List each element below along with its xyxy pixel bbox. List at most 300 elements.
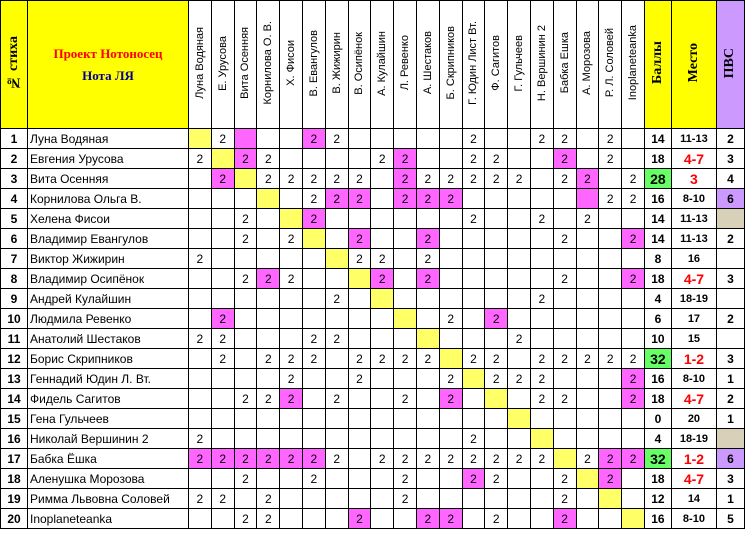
- vote-cell: [485, 429, 508, 449]
- vote-cell: [189, 349, 212, 369]
- vote-cell: [416, 489, 439, 509]
- vote-cell: 2: [189, 149, 212, 169]
- vote-cell: [348, 289, 371, 309]
- vote-cell: [576, 429, 599, 449]
- vote-cell: [371, 229, 394, 249]
- vote-cell: [280, 209, 303, 229]
- vote-cell: 2: [416, 169, 439, 189]
- vote-cell: 2: [508, 369, 531, 389]
- vote-cell: 2: [348, 509, 371, 529]
- score-cell: 28: [644, 169, 671, 189]
- vote-cell: [280, 129, 303, 149]
- author-col-header: Б. Скрипников: [439, 1, 462, 129]
- table-row: [1, 469, 745, 489]
- vote-cell: [371, 209, 394, 229]
- vote-cell: [416, 469, 439, 489]
- vote-cell: [416, 369, 439, 389]
- vote-cell: [439, 129, 462, 149]
- pvs-cell: 2: [716, 389, 744, 409]
- vote-cell: 2: [576, 449, 599, 469]
- place-value: 4-7: [683, 390, 705, 407]
- vote-cell: [553, 309, 576, 329]
- vote-cell: 2: [325, 169, 348, 189]
- score-cell: 32: [644, 449, 671, 469]
- vote-cell: [371, 469, 394, 489]
- pvs-cell: 3: [716, 469, 744, 489]
- vote-cell: [234, 329, 257, 349]
- vote-cell: [325, 489, 348, 509]
- vote-cell: 2: [234, 269, 257, 289]
- vote-cell: [439, 409, 462, 429]
- vote-cell: [576, 329, 599, 349]
- participant-name: Корнилова Ольга В.: [28, 189, 189, 209]
- vote-cell: [508, 269, 531, 289]
- author-col-header: А. Шестаков: [416, 1, 439, 129]
- place-cell: [671, 189, 716, 209]
- vote-cell: [394, 309, 417, 329]
- vote-cell: [234, 129, 257, 149]
- vote-cell: [394, 509, 417, 529]
- vote-cell: [394, 249, 417, 269]
- place-value: 1-2: [683, 450, 705, 467]
- participant-name: Владимир Евангулов: [28, 229, 189, 249]
- vote-cell: 2: [211, 449, 234, 469]
- vote-cell: [234, 189, 257, 209]
- vote-cell: [211, 229, 234, 249]
- vote-cell: 2: [530, 289, 553, 309]
- vote-cell: 2: [348, 169, 371, 189]
- vote-cell: 2: [325, 329, 348, 349]
- vote-cell: 2: [553, 469, 576, 489]
- vote-cell: [439, 209, 462, 229]
- vote-cell: [234, 249, 257, 269]
- vote-cell: [394, 129, 417, 149]
- score-cell: 14: [644, 229, 671, 249]
- vote-cell: [622, 329, 645, 349]
- vote-cell: [576, 309, 599, 329]
- vote-cell: [439, 349, 462, 369]
- vote-cell: 2: [211, 329, 234, 349]
- verse-number: 7: [1, 249, 28, 269]
- vote-cell: [576, 409, 599, 429]
- vote-cell: 2: [234, 209, 257, 229]
- place-value: 4-7: [683, 150, 705, 167]
- vote-cell: 2: [394, 389, 417, 409]
- vote-cell: [576, 489, 599, 509]
- score-cell: 6: [644, 309, 671, 329]
- vote-cell: [257, 249, 280, 269]
- place-value: 18-19: [679, 432, 708, 445]
- vote-cell: 2: [348, 349, 371, 369]
- vote-cell: [416, 429, 439, 449]
- vote-cell: 2: [553, 349, 576, 369]
- participant-name: Фидель Сагитов: [28, 389, 189, 409]
- table-row: [1, 209, 745, 229]
- pvs-cell: 3: [716, 269, 744, 289]
- vote-cell: [234, 349, 257, 369]
- vote-cell: 2: [530, 449, 553, 469]
- author-col-header: Inoplaneteanka: [622, 1, 645, 129]
- vote-cell: [576, 469, 599, 489]
- vote-cell: [394, 329, 417, 349]
- table-row: [1, 329, 745, 349]
- vote-cell: 2: [371, 269, 394, 289]
- vote-cell: [508, 189, 531, 209]
- vote-cell: 2: [462, 169, 485, 189]
- vote-cell: [280, 429, 303, 449]
- project-title-line2: Нота ЛЯ: [82, 67, 134, 83]
- author-col-header: Н. Вершинин 2: [530, 1, 553, 129]
- verse-number: 6: [1, 229, 28, 249]
- vote-cell: 2: [553, 509, 576, 529]
- place-value: 1-2: [683, 350, 705, 367]
- vote-cell: [280, 149, 303, 169]
- vote-cell: 2: [280, 229, 303, 249]
- vote-cell: 2: [280, 169, 303, 189]
- vote-cell: 2: [257, 149, 280, 169]
- vote-cell: [462, 369, 485, 389]
- place-cell: [671, 129, 716, 149]
- score-cell: 16: [644, 189, 671, 209]
- table-row: [1, 369, 745, 389]
- vote-cell: [439, 329, 462, 349]
- pvs-cell: [716, 329, 744, 349]
- place-value: 16: [687, 252, 701, 265]
- vote-cell: 2: [462, 129, 485, 149]
- vote-cell: [234, 309, 257, 329]
- vote-cell: 2: [371, 349, 394, 369]
- author-col-header: А. Морозова: [576, 1, 599, 129]
- vote-cell: [348, 409, 371, 429]
- vote-cell: [257, 329, 280, 349]
- pvs-cell: 3: [716, 349, 744, 369]
- vote-cell: [485, 129, 508, 149]
- table-row: [1, 289, 745, 309]
- vote-cell: [257, 229, 280, 249]
- author-col-header: Е. Урусова: [211, 1, 234, 129]
- vote-cell: 2: [599, 349, 622, 369]
- vote-cell: [371, 329, 394, 349]
- score-cell: 0: [644, 409, 671, 429]
- vote-cell: 2: [485, 449, 508, 469]
- vote-cell: 2: [211, 349, 234, 369]
- vote-cell: [234, 429, 257, 449]
- vote-cell: 2: [599, 149, 622, 169]
- vote-cell: [416, 209, 439, 229]
- vote-cell: [211, 189, 234, 209]
- vote-cell: 2: [553, 229, 576, 249]
- vote-cell: [599, 169, 622, 189]
- vote-cell: 2: [257, 449, 280, 469]
- vote-cell: [325, 409, 348, 429]
- vote-cell: 2: [280, 389, 303, 409]
- pvs-cell: 4: [716, 169, 744, 189]
- vote-cell: [485, 389, 508, 409]
- place-cell: [671, 209, 716, 229]
- vote-cell: 2: [394, 189, 417, 209]
- vote-cell: 2: [553, 269, 576, 289]
- vote-cell: [622, 209, 645, 229]
- pvs-cell: 6: [716, 189, 744, 209]
- table-row: [1, 129, 745, 149]
- project-title: [28, 1, 189, 129]
- vote-cell: 2: [189, 449, 212, 469]
- vote-cell: 2: [189, 329, 212, 349]
- verse-number: 11: [1, 329, 28, 349]
- vote-cell: [211, 149, 234, 169]
- vote-cell: [439, 269, 462, 289]
- vote-cell: [257, 409, 280, 429]
- vote-cell: [485, 409, 508, 429]
- vote-cell: 2: [599, 129, 622, 149]
- score-cell: 14: [644, 209, 671, 229]
- vote-cell: [553, 449, 576, 469]
- vote-cell: 2: [508, 169, 531, 189]
- vote-cell: 2: [530, 349, 553, 369]
- place-value: 11-13: [680, 232, 708, 245]
- vote-cell: [257, 369, 280, 389]
- vote-cell: [439, 229, 462, 249]
- author-col-header: Корнилова О. В.: [257, 1, 280, 129]
- vote-cell: [599, 229, 622, 249]
- author-col-header: Ф. Сагитов: [485, 1, 508, 129]
- table-row: [1, 189, 745, 209]
- vote-cell: [622, 429, 645, 449]
- vote-cell: [485, 229, 508, 249]
- participant-name: Вита Осенняя: [28, 169, 189, 189]
- vote-cell: [234, 409, 257, 429]
- vote-cell: [211, 369, 234, 389]
- vote-cell: 2: [394, 489, 417, 509]
- vote-cell: 2: [302, 449, 325, 469]
- table-row: [1, 169, 745, 189]
- vote-cell: [553, 249, 576, 269]
- vote-cell: [622, 409, 645, 429]
- vote-cell: [599, 329, 622, 349]
- vote-cell: 2: [508, 329, 531, 349]
- vote-cell: [508, 349, 531, 369]
- vote-cell: 2: [439, 449, 462, 469]
- vote-cell: 2: [371, 449, 394, 469]
- vote-cell: [257, 209, 280, 229]
- vote-cell: [325, 249, 348, 269]
- vote-cell: 2: [485, 509, 508, 529]
- vote-cell: 2: [622, 389, 645, 409]
- author-col-header: В. Осипёнок: [348, 1, 371, 129]
- author-col-header: Х. Фисои: [280, 1, 303, 129]
- vote-cell: 2: [234, 449, 257, 469]
- place-value: 15: [687, 332, 701, 345]
- vote-cell: [553, 369, 576, 389]
- vote-cell: 2: [302, 129, 325, 149]
- place-cell: [671, 249, 716, 269]
- vote-cell: [325, 429, 348, 449]
- vote-cell: [189, 169, 212, 189]
- vote-cell: [234, 289, 257, 309]
- participant-name: Аленушка Морозова: [28, 469, 189, 489]
- vote-cell: 2: [576, 169, 599, 189]
- vote-cell: [394, 369, 417, 389]
- verse-number: 19: [1, 489, 28, 509]
- vote-cell: [576, 289, 599, 309]
- vote-cell: 2: [553, 389, 576, 409]
- vote-cell: [599, 269, 622, 289]
- vote-cell: [234, 489, 257, 509]
- table-row: [1, 489, 745, 509]
- vote-cell: [576, 509, 599, 529]
- vote-cell: [508, 129, 531, 149]
- vote-cell: [462, 389, 485, 409]
- participant-name: Бабка Ёшка: [28, 449, 189, 469]
- place-value: 8-10: [682, 192, 705, 205]
- vote-cell: 2: [462, 429, 485, 449]
- vote-cell: 2: [325, 389, 348, 409]
- vote-cell: 2: [530, 129, 553, 149]
- author-col-header: Г. Юдин Лист Вт.: [462, 1, 485, 129]
- vote-cell: [234, 369, 257, 389]
- vote-cell: 2: [416, 349, 439, 369]
- vote-cell: [599, 409, 622, 429]
- participant-name: Борис Скрипников: [28, 349, 189, 369]
- score-cell: 18: [644, 149, 671, 169]
- participant-name: Inoplaneteanka: [28, 509, 189, 529]
- vote-cell: [485, 189, 508, 209]
- vote-cell: [508, 469, 531, 489]
- vote-cell: 2: [280, 269, 303, 289]
- vote-cell: [394, 269, 417, 289]
- pvs-cell: 3: [716, 149, 744, 169]
- vote-cell: [348, 469, 371, 489]
- vote-cell: 2: [234, 509, 257, 529]
- vote-cell: 2: [576, 209, 599, 229]
- vote-cell: [576, 229, 599, 249]
- vote-cell: 2: [439, 169, 462, 189]
- place-cell: [671, 489, 716, 509]
- vote-cell: [530, 229, 553, 249]
- vote-cell: [439, 489, 462, 509]
- vote-cell: [416, 309, 439, 329]
- vote-cell: 2: [280, 349, 303, 369]
- author-col-header: Бабка Ешка: [553, 1, 576, 129]
- vote-cell: [530, 149, 553, 169]
- vote-cell: [280, 309, 303, 329]
- place-value: 3: [690, 170, 698, 187]
- participant-name: Виктор Жижирин: [28, 249, 189, 269]
- place-value: 8-10: [682, 372, 705, 385]
- vote-cell: 2: [348, 229, 371, 249]
- vote-cell: [416, 329, 439, 349]
- participant-name: Владимир Осипёнок: [28, 269, 189, 289]
- vote-cell: 2: [622, 369, 645, 389]
- vote-cell: [599, 249, 622, 269]
- vote-cell: [325, 509, 348, 529]
- vote-cell: [257, 309, 280, 329]
- pvs-header: ПВС: [716, 1, 744, 129]
- vote-cell: [530, 309, 553, 329]
- vote-cell: 2: [302, 169, 325, 189]
- vote-cell: [599, 489, 622, 509]
- vote-cell: [348, 149, 371, 169]
- pvs-cell: 1: [716, 369, 744, 389]
- vote-cell: [189, 389, 212, 409]
- vote-cell: [211, 429, 234, 449]
- verse-number: 20: [1, 509, 28, 529]
- vote-cell: 2: [325, 449, 348, 469]
- vote-cell: [576, 249, 599, 269]
- vote-cell: [302, 149, 325, 169]
- vote-cell: [508, 389, 531, 409]
- vote-cell: [439, 149, 462, 169]
- vote-cell: 2: [348, 189, 371, 209]
- vote-cell: [302, 289, 325, 309]
- verse-number: 8: [1, 269, 28, 289]
- vote-cell: [211, 469, 234, 489]
- vote-cell: [325, 369, 348, 389]
- place-cell: [671, 469, 716, 489]
- score-cell: 16: [644, 509, 671, 529]
- verse-number: 1: [1, 129, 28, 149]
- vote-cell: 2: [234, 149, 257, 169]
- score-cell: 12: [644, 489, 671, 509]
- vote-cell: [302, 429, 325, 449]
- vote-cell: [280, 329, 303, 349]
- table-row: [1, 349, 745, 369]
- vote-cell: 2: [622, 349, 645, 369]
- author-col-header: Луна Водяная: [189, 1, 212, 129]
- participant-name: Анатолий Шестаков: [28, 329, 189, 349]
- place-cell: [671, 369, 716, 389]
- verse-number: 10: [1, 309, 28, 329]
- vote-cell: [371, 289, 394, 309]
- participant-name: Евгения Урусова: [28, 149, 189, 169]
- table-row: [1, 229, 745, 249]
- vote-cell: 2: [348, 249, 371, 269]
- vote-cell: [485, 269, 508, 289]
- verse-number: 3: [1, 169, 28, 189]
- vote-cell: [439, 469, 462, 489]
- vote-cell: [622, 289, 645, 309]
- vote-cell: 2: [325, 129, 348, 149]
- vote-cell: 2: [553, 489, 576, 509]
- place-value: 8-10: [682, 512, 705, 525]
- vote-cell: 2: [280, 449, 303, 469]
- vote-cell: [462, 249, 485, 269]
- vote-cell: 2: [576, 349, 599, 369]
- author-col-header: В. Жижирин: [325, 1, 348, 129]
- vote-cell: 2: [599, 189, 622, 209]
- vote-cell: [394, 209, 417, 229]
- vote-cell: [599, 209, 622, 229]
- place-cell: [671, 269, 716, 289]
- place-cell: [671, 329, 716, 349]
- vote-cell: 2: [485, 149, 508, 169]
- vote-cell: [189, 229, 212, 249]
- vote-cell: [302, 509, 325, 529]
- participant-name: Николай Вершинин 2: [28, 429, 189, 449]
- pvs-cell: [716, 249, 744, 269]
- vote-cell: [462, 289, 485, 309]
- vote-cell: [325, 269, 348, 289]
- vote-cell: [576, 389, 599, 409]
- vote-cell: [599, 369, 622, 389]
- vote-cell: 2: [211, 169, 234, 189]
- vote-cell: [599, 429, 622, 449]
- verse-number: 16: [1, 429, 28, 449]
- pvs-cell: 2: [716, 229, 744, 249]
- vote-cell: [189, 189, 212, 209]
- vote-cell: 2: [189, 249, 212, 269]
- vote-cell: [439, 289, 462, 309]
